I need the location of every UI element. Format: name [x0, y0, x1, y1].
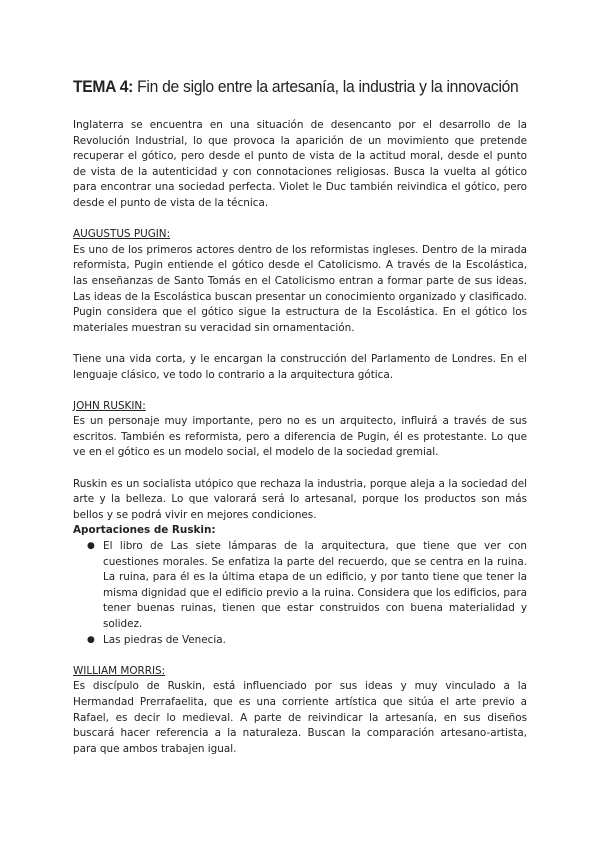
- ruskin-paragraph-1: Es un personaje muy importante, pero no es un arquitecto, influirá a través de sus escritos. También es reformista, pero a diferencia de Pugin, él es protestante. Lo que ve en el gótico es un modelo social, el modelo de la sociedad gremial.: [73, 415, 527, 459]
- list-item: [87, 633, 527, 649]
- list-item: [87, 539, 527, 633]
- section-heading-ruskin: JOHN RUSKIN:: [73, 399, 146, 412]
- topic-title: Fin de siglo entre la artesanía, la industria y la innovación: [137, 77, 519, 96]
- ruskin-contributions-list: [73, 539, 527, 648]
- topic-number: TEMA 4:: [73, 77, 134, 96]
- bullet-icon: ●: [87, 634, 95, 645]
- bullet-icon: ●: [87, 541, 95, 552]
- morris-paragraph-1: Es discípulo de Ruskin, está influenciado por sus ideas y muy vinculado a la Hermandad Prerrafaelita, que es una corriente artística que sitúa el arte previo a Rafael, es decir lo medieval. A parte de reivindicar la artesanía, en sus diseños buscará hacer referencia a la naturaleza. Buscan la comparación artesano-artista, para que ambos trabajen igual.: [73, 680, 527, 755]
- section-morris: [73, 664, 527, 758]
- section-pugin: [73, 227, 527, 383]
- document-page: [73, 76, 527, 757]
- list-item-text: Las piedras de Venecia.: [103, 633, 226, 646]
- section-ruskin: [73, 399, 527, 649]
- page-title: [73, 76, 519, 98]
- list-item-text: El libro de Las siete lámparas de la arquitectura, que tiene que ver con cuestiones morales. Se enfatiza la parte del recuerdo, que se centra en la ruina. La ruina, para él es la última etapa de un edificio, y por tanto tiene que tener la misma dignidad que el edificio previo a la ruina. Considera que los edificios, para tener buenas ruinas, tienen que estar construidos con buena materialidad y solidez.: [103, 540, 527, 630]
- section-heading-pugin: AUGUSTUS PUGIN:: [73, 228, 171, 241]
- ruskin-paragraph-2: Ruskin es un socialista utópico que rechaza la industria, porque aleja a la sociedad del arte y la belleza. Lo que valorará será lo artesanal, porque los productos son más bellos y se podrá vivir en mejores condiciones.: [73, 477, 527, 521]
- intro-paragraph: Inglaterra se encuentra en una situación de desencanto por el desarrollo de la Revolución Industrial, lo que provoca la aparición de un movimiento que pretende recuperar el gótico, pero desde el punto de vista de la actitud moral, desde el punto de vista de la autenticidad y con connotaciones religiosas. Busca la vuelta al gótico para encontrar una sociedad perfecta. Violet le Duc también reivindica el gótico, pero desde el punto de vista de la técnica.: [73, 119, 527, 209]
- pugin-paragraph-2: Tiene una vida corta, y le encargan la construcción del Parlamento de Londres. En el lenguaje clásico, ve todo lo contrario a la arquitectura gótica.: [73, 352, 527, 381]
- pugin-paragraph-1: Es uno de los primeros actores dentro de los reformistas ingleses. Dentro de la mirada reformista, Pugin entiende el gótico desde el Catolicismo. A través de la Escolástica, las enseñanzas de Santo Tomás en el Catolicismo entran a formar parte de sus ideas. Las ideas de la Escolástica buscan presentar un conocimiento organizado y clasificado. Pugin considera que el gótico sigue la estructura de la Escolástica. En el gótico los materiales muestran su veracidad sin ornamentación.: [73, 243, 527, 334]
- ruskin-contributions-heading: Aportaciones de Ruskin:: [73, 524, 216, 537]
- section-heading-morris: WILLIAM MORRIS:: [73, 664, 166, 677]
